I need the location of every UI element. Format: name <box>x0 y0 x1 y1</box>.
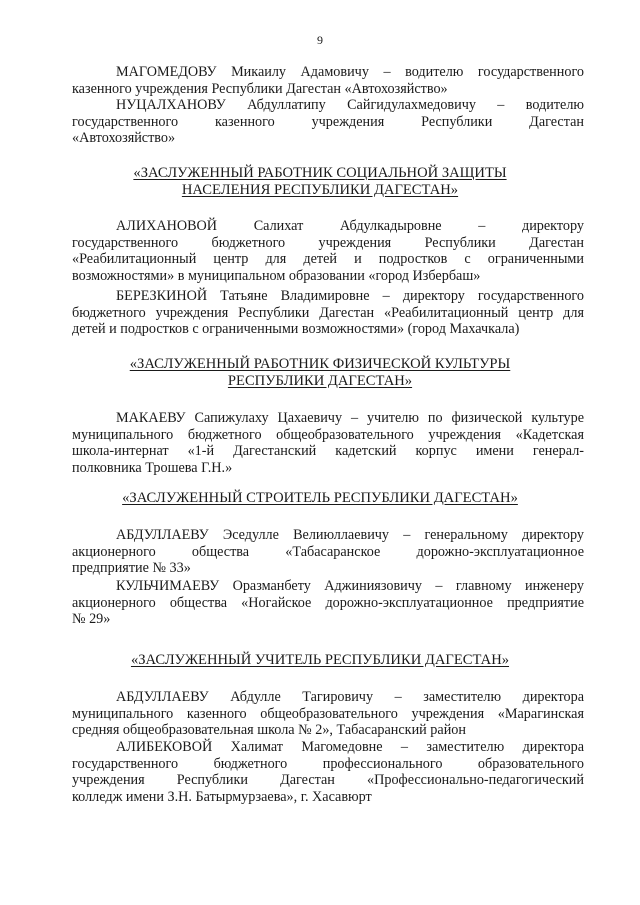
text-line: акционерного общества «Табасаранское дорожно-эксплуатационное <box>72 543 584 560</box>
award-recipient-paragraph <box>72 410 584 476</box>
text-line: учреждения Республики Дагестан «Профессионально-педагогический <box>72 772 584 788</box>
line-text: МАГОМЕДОВУ Микаилу Адамовичу – водителю государственного <box>116 64 584 80</box>
award-recipient-paragraph <box>72 527 584 577</box>
line-text: АБДУЛЛАЕВУ Абдулле Тагировичу – заместителю директора <box>116 689 584 705</box>
text-line: № 29» <box>72 611 111 627</box>
text-line: предприятие № 33» <box>72 560 191 576</box>
heading-line: РЕСПУБЛИКИ ДАГЕСТАН» <box>227 373 413 389</box>
text-line <box>72 527 584 544</box>
text-line: государственного бюджетного профессионального образовательного <box>72 755 584 772</box>
text-line: муниципального казенного общеобразовательного учреждения «Марагинская <box>72 705 584 722</box>
text-line: «Автохозяйство» <box>72 130 176 146</box>
award-title-heading <box>60 356 580 390</box>
text-line <box>72 97 584 114</box>
line-text: АЛИБЕКОВОЙ Халимат Магомедовне – заместителю директора <box>116 739 584 755</box>
award-recipient-paragraph <box>72 739 584 805</box>
text-line <box>72 64 584 81</box>
text-line: детей и подростков с ограниченными возможностями» (город Махачкала) <box>72 321 520 337</box>
text-line <box>72 739 584 756</box>
heading-line: НАСЕЛЕНИЯ РЕСПУБЛИКИ ДАГЕСТАН» <box>181 182 459 198</box>
text-line: казенного учреждения Республики Дагестан «Автохозяйство» <box>72 80 448 97</box>
text-line: бюджетного учреждения Республики Дагестан «Реабилитационный центр для <box>72 304 584 321</box>
award-recipient-paragraph <box>72 97 584 147</box>
line-text: КУЛЬЧИМАЕВУ Оразманбету Аджиниязовичу – главному инженеру <box>116 578 584 594</box>
text-line <box>72 218 584 235</box>
text-line: муниципального бюджетного общеобразовательного учреждения «Кадетская <box>72 426 584 443</box>
line-text: НУЦАЛХАНОВУ Абдуллатипу Сайгидулахмедовичу – водителю <box>116 97 584 113</box>
text-line <box>72 288 584 305</box>
text-line: акционерного общества «Ногайское дорожно-эксплуатационное предприятие <box>72 594 584 611</box>
text-line <box>72 578 584 595</box>
heading-line: «ЗАСЛУЖЕННЫЙ УЧИТЕЛЬ РЕСПУБЛИКИ ДАГЕСТАН» <box>130 652 510 668</box>
text-line: колледж имени З.Н. Батырмурзаева», г. Хасавюрт <box>72 788 372 805</box>
line-text: МАКАЕВУ Сапижулаху Цахаевичу – учителю по физической культуре <box>116 410 584 426</box>
text-line <box>72 410 584 427</box>
award-recipient-paragraph <box>72 218 584 284</box>
award-recipient-paragraph <box>72 288 584 338</box>
award-title-heading <box>60 165 580 199</box>
heading-line: «ЗАСЛУЖЕННЫЙ РАБОТНИК ФИЗИЧЕСКОЙ КУЛЬТУРЫ <box>129 356 511 372</box>
text-line: школа-интернат «1-й Дагестанский кадетский корпус имени генерал- <box>72 443 584 459</box>
line-text: БЕРЕЗКИНОЙ Татьяне Владимировне – директору государственного <box>116 288 584 304</box>
award-title-heading <box>60 490 580 507</box>
line-text: АБДУЛЛАЕВУ Эседулле Велиюллаевичу – генеральному директору <box>116 527 584 543</box>
text-line: возможностями» в муниципальном образовании «город Избербаш» <box>72 267 481 284</box>
award-recipient-paragraph <box>72 578 584 628</box>
text-line <box>72 689 584 706</box>
text-line: «Реабилитационный центр для детей и подростков с ограниченными <box>72 251 584 267</box>
heading-line: «ЗАСЛУЖЕННЫЙ РАБОТНИК СОЦИАЛЬНОЙ ЗАЩИТЫ <box>133 165 507 181</box>
text-line: государственного казенного учреждения Республики Дагестан <box>72 113 584 130</box>
award-title-heading <box>60 652 580 669</box>
line-text: АЛИХАНОВОЙ Салихат Абдулкадыровне – директору <box>116 218 584 234</box>
text-line: государственного бюджетного учреждения Республики Дагестан <box>72 234 584 251</box>
text-line: полковника Трошева Г.Н.» <box>72 459 233 476</box>
heading-line: «ЗАСЛУЖЕННЫЙ СТРОИТЕЛЬ РЕСПУБЛИКИ ДАГЕСТАН» <box>122 490 518 506</box>
award-recipient-paragraph <box>72 64 584 97</box>
page-number: 9 <box>317 33 323 47</box>
text-line: средняя общеобразовательная школа № 2», Табасаранский район <box>72 722 466 738</box>
award-recipient-paragraph <box>72 689 584 739</box>
